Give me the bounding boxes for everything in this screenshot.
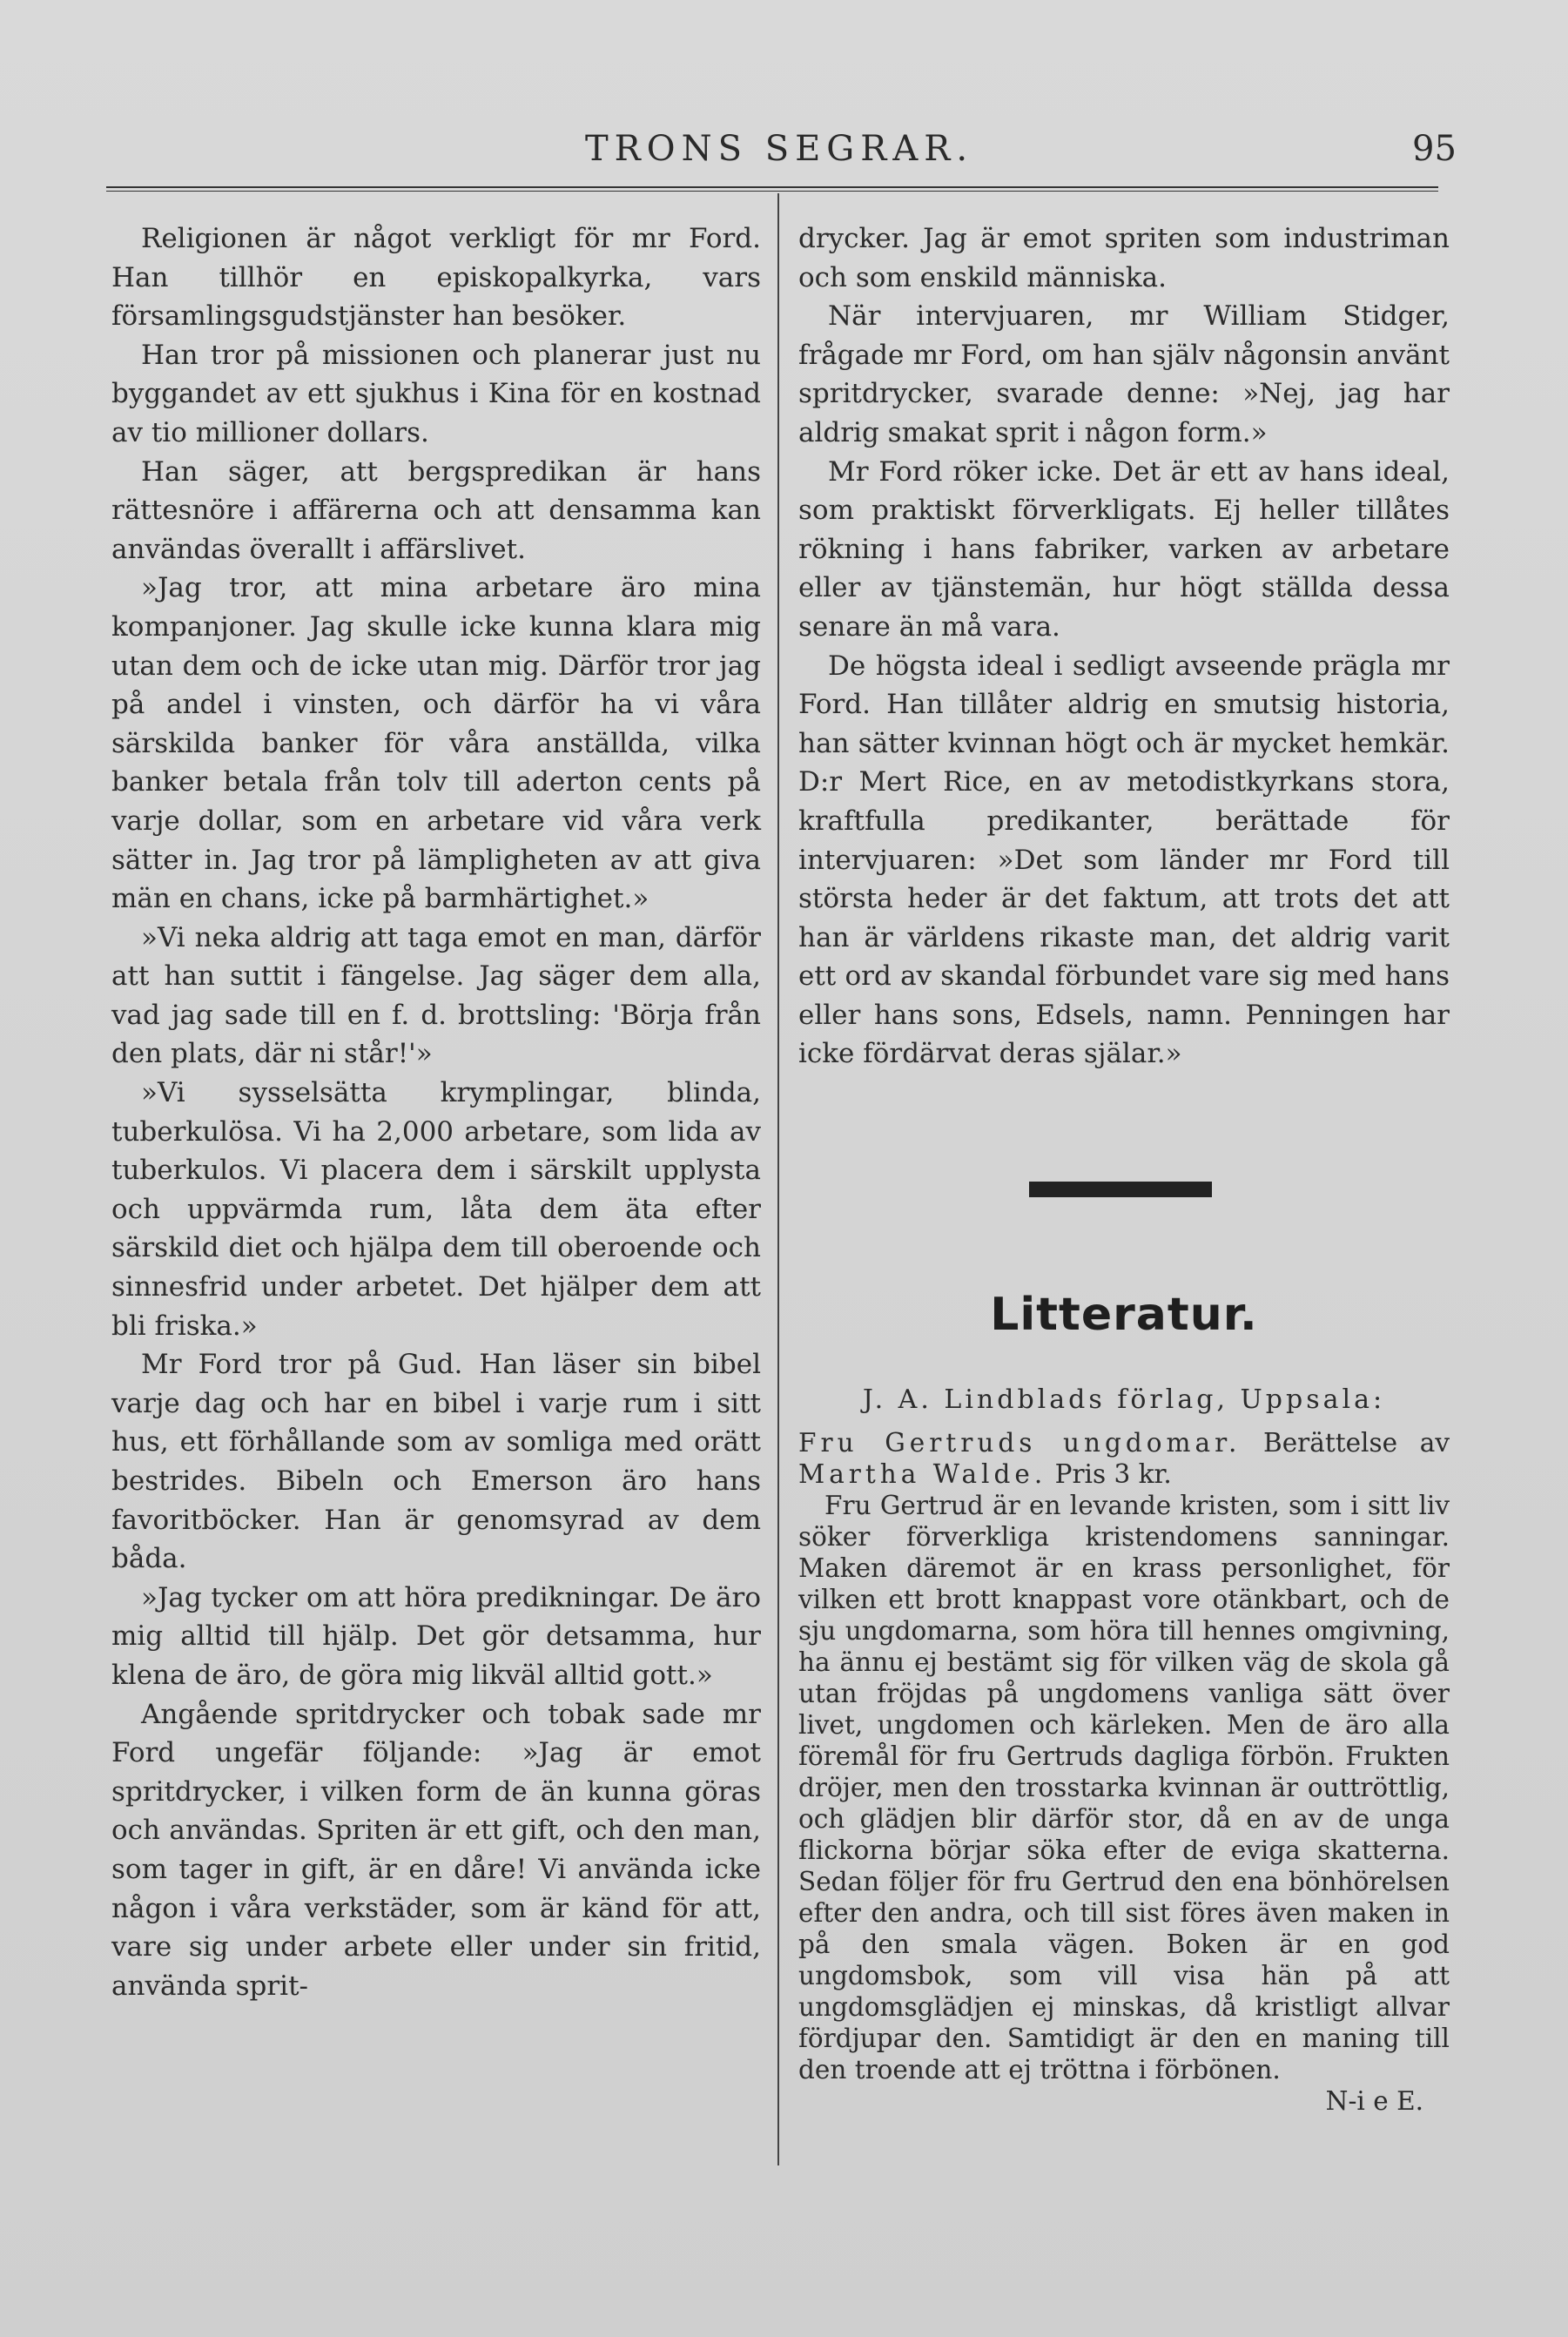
left-column xyxy=(111,219,761,2005)
paragraph-cripples: »Vi sysselsätta krymplingar, blinda, tuberkulösa. Vi ha 2,000 arbetare, som lida av tuberkulos. Vi placera dem i särskilt upplysta och uppvärmda rum, låta dem äta efter särskild diet och hjälpa dem till oberoende och sinnesfrid under arbetet. Det hjälper dem att bli friska.» xyxy=(111,1077,761,1342)
paragraph-religion: Religionen är något verkligt för mr Ford. Han tillhör en episkopalkyrka, vars församlingsgudstjänster han besöker. xyxy=(111,223,761,333)
book-title: Fru Gertruds ungdomar. xyxy=(798,1428,1242,1458)
running-title: TRONS SEGRAR. xyxy=(585,129,974,169)
review-signature: N-i e E. xyxy=(1325,2086,1423,2116)
paragraph-sermons-liking: »Jag tycker om att höra predikningar. De äro mig alltid till hjälp. Det gör detsamma, hur klena de äro, de göra mig likväl alltid gott.» xyxy=(111,1581,761,1691)
page-number: 95 xyxy=(1412,129,1457,169)
page-header xyxy=(0,129,1568,181)
column-divider xyxy=(777,193,779,2165)
paragraph-alcohol: Angående spritdrycker och tobak sade mr Ford ungefär följande: »Jag är emot spritdrycker, i vilken form de än kunna göras och användas. Spriten är ett gift, och den man, som tager in gift, är en dåre! Vi använda icke någon i våra verkstäder, som är känd för att, vare sig under arbete eller under sin fritid, använda sprit- xyxy=(111,1698,761,2002)
book-price: Pris 3 kr. xyxy=(1054,1459,1172,1489)
review-text: Fru Gertrud är en levande kristen, som i sitt liv söker förverkliga kristendomens sanningar. Maken däremot är en krass personlighet, för vilken ett brott knappast vore otänkbart, och de sju ungdomarna, som höra till hennes omgivning, ha ännu ej bestämt sig för vilken väg de skola gå utan fröjdas på ungdomens vanliga sätt över livet, ungdomen och kärleken. Men de äro alla föremål för fru Gertruds dagliga förbön. Frukten dröjer, men den trosstarka kvinnan är outtröttlig, och glädjen blir därför stor, då en av de unga flickorna börjar söka efter de eviga skatterna. Sedan följer för fru Gertrud den ena bönhörelsen efter den andra, och till sist föres även maken in på den smala vägen. Boken är en god ungdomsbok, som vill visa hän på att ungdomsglädjen ej minskas, då kristligt allvar fördjupar den. Samtidigt är den en maning till den troende att ej tröttna i förbönen. xyxy=(798,1491,1450,2084)
paragraph-god: Mr Ford tror på Gud. Han läser sin bibel varje dag och har en bibel i varje rum i sitt hus, ett förhållande som av somliga med orätt bestrides. Bibeln och Emerson äro hans favoritböcker. Han är genomsyrad av dem båda. xyxy=(111,1349,761,1575)
paragraph-sermon: Han säger, att bergspredikan är hans rättesnöre i affärerna och att densamma kan användas överallt i affärslivet. xyxy=(111,455,761,565)
paragraph-smoking: Mr Ford röker icke. Det är ett av hans ideal, som praktiskt förverkligats. Ej heller tillåtes rökning i hans fabriker, varken av arbetare eller av tjänstemän, hur högt ställda dessa senare än må vara. xyxy=(798,455,1450,643)
right-column xyxy=(798,219,1450,1074)
paragraph-interview: När intervjuaren, mr William Stidger, frågade mr Ford, om han själv någonsin använt spritdrycker, svarade denne: »Nej, jag har aldrig smakat sprit i någon form.» xyxy=(798,300,1450,448)
literature-heading: Litteratur. xyxy=(990,1289,1258,1341)
paragraph-prison: »Vi neka aldrig att taga emot en man, därför att han suttit i fängelse. Jag säger dem alla, vad jag sade till en f. d. brottsling: 'Börja från den plats, där ni står!'» xyxy=(111,921,761,1070)
literature-review xyxy=(798,1380,1450,2117)
section-ornament xyxy=(1029,1182,1212,1197)
book-author: Martha Walde. xyxy=(798,1459,1047,1489)
book-entry xyxy=(798,1427,1450,1490)
publisher-line: J. A. Lindblads förlag, Uppsala: xyxy=(862,1384,1386,1415)
paragraph-morals: De högsta ideal i sedligt avseende prägla mr Ford. Han tillåter aldrig en smutsig historia, han sätter kvinnan högt och är mycket hemkär. D:r Mert Rice, en av metodistkyrkans stora, kraftfulla predikanter, berättade för intervjuaren: »Det som länder mr Ford till största heder är det faktum, att trots det att han är världens rikaste man, det aldrig varit ett ord av skandal förbundet vare sig med hans eller hans sons, Edsels, namn. Penningen har icke fördärvat deras själar.» xyxy=(798,650,1450,1070)
paragraph-alcohol-cont: drycker. Jag är emot spriten som industriman och som enskild människa. xyxy=(798,223,1450,293)
header-rule xyxy=(106,186,1438,192)
paragraph-mission: Han tror på missionen och planerar just nu byggandet av ett sjukhus i Kina för en kostnad av tio millioner dollars. xyxy=(111,339,761,448)
paragraph-workers: »Jag tror, att mina arbetare äro mina kompanjoner. Jag skulle icke kunna klara mig utan dem och de icke utan mig. Därför tror jag på andel i vinsten, och därför ha vi våra särskilda banker för våra anställda, vilka banker betala från tolv till aderton cents på varje dollar, som en arbetare vid våra verk sätter in. Jag tror på lämpligheten av att giva män en chans, icke på barmhärtighet.» xyxy=(111,572,761,915)
book-info: Berättelse av xyxy=(1263,1428,1450,1458)
